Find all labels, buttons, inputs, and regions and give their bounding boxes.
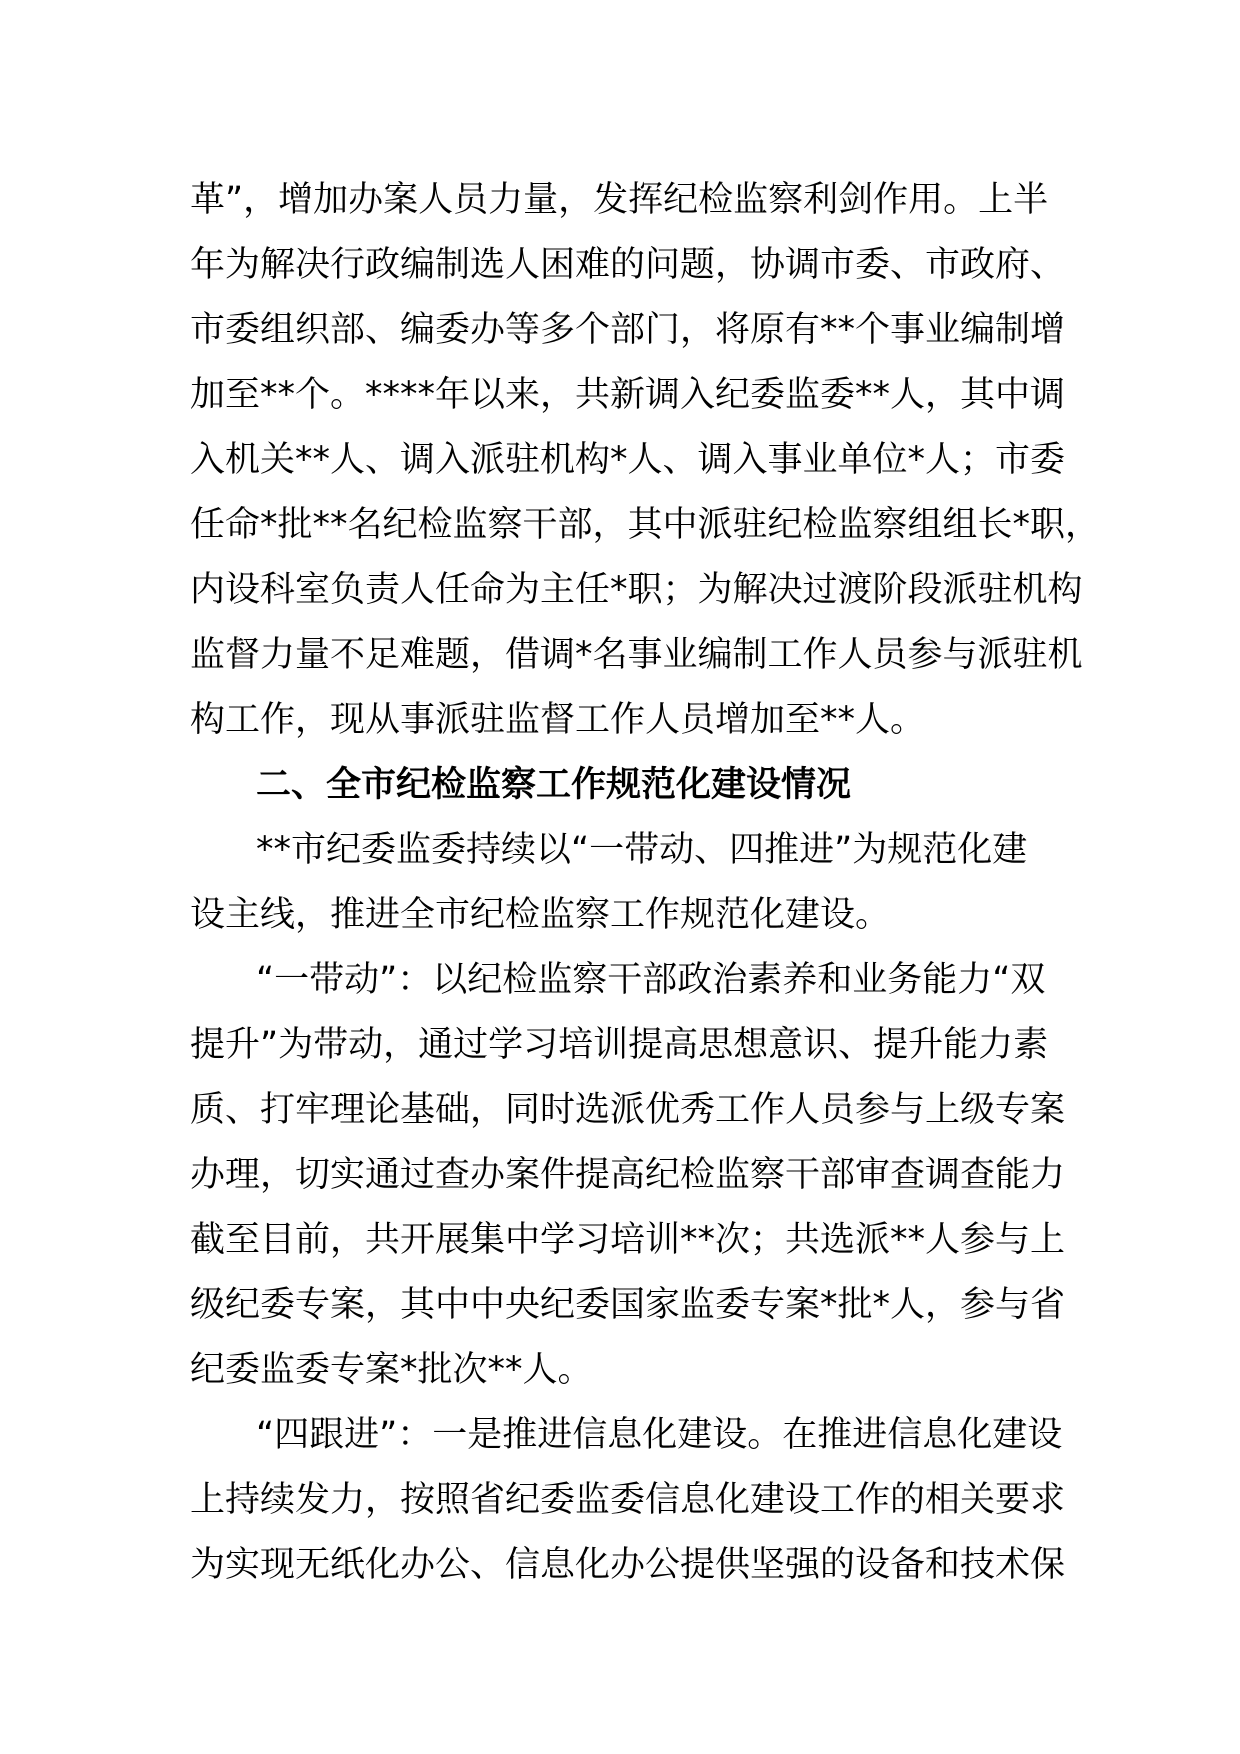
text-line: 办理，切实通过查办案件提高纪检监察干部审查调查能力 (190, 1155, 1066, 1195)
text-line: 上持续发力，按照省纪委监委信息化建设工作的相关要求 (190, 1480, 1066, 1520)
text-line: 内设科室负责人任命为主任*职；为解决过渡阶段派驻机构 (190, 570, 1083, 610)
text-line: 任命*批**名纪检监察干部，其中派驻纪检监察组组长*职， (190, 505, 1101, 545)
text-line: 构工作，现从事派驻监督工作人员增加至**人。 (190, 700, 926, 740)
text-line: 监督力量不足难题，借调*名事业编制工作人员参与派驻机 (190, 635, 1083, 675)
paragraph-first-line: “四跟进”：一是推进信息化建设。在推进信息化建设 (256, 1415, 1063, 1455)
document-body (190, 168, 1101, 1598)
text-line: 设主线，推进全市纪检监察工作规范化建设。 (190, 895, 891, 935)
paragraph-first-line: **市纪委监委持续以“一带动、四推进”为规范化建 (256, 830, 1028, 870)
text-line: 年为解决行政编制选人困难的问题，协调市委、市政府、 (190, 245, 1066, 285)
text-line: 市委组织部、编委办等多个部门，将原有**个事业编制增 (190, 310, 1066, 350)
text-line: 纪委监委专案*批次**人。 (190, 1350, 593, 1390)
text-line: 级纪委专案，其中中央纪委国家监委专案*批*人，参与省 (190, 1285, 1066, 1325)
text-line: 截至目前，共开展集中学习培训**次；共选派**人参与上 (190, 1220, 1066, 1260)
text-line: 质、打牢理论基础，同时选派优秀工作人员参与上级专案 (190, 1090, 1066, 1130)
text-line: 加至**个。****年以来，共新调入纪委监委**人，其中调 (190, 375, 1066, 415)
text-line: 入机关**人、调入派驻机构*人、调入事业单位*人；市委 (190, 440, 1066, 480)
text-line: 革”，增加办案人员力量，发挥纪检监察利剑作用。上半 (190, 180, 1049, 220)
text-line: 提升”为带动，通过学习培训提高思想意识、提升能力素 (190, 1025, 1049, 1065)
paragraph-first-line: “一带动”：以纪检监察干部政治素养和业务能力“双 (256, 960, 1046, 1000)
text-line: 为实现无纸化办公、信息化办公提供坚强的设备和技术保 (190, 1545, 1066, 1585)
section-heading: 二、全市纪检监察工作规范化建设情况 (256, 765, 852, 805)
